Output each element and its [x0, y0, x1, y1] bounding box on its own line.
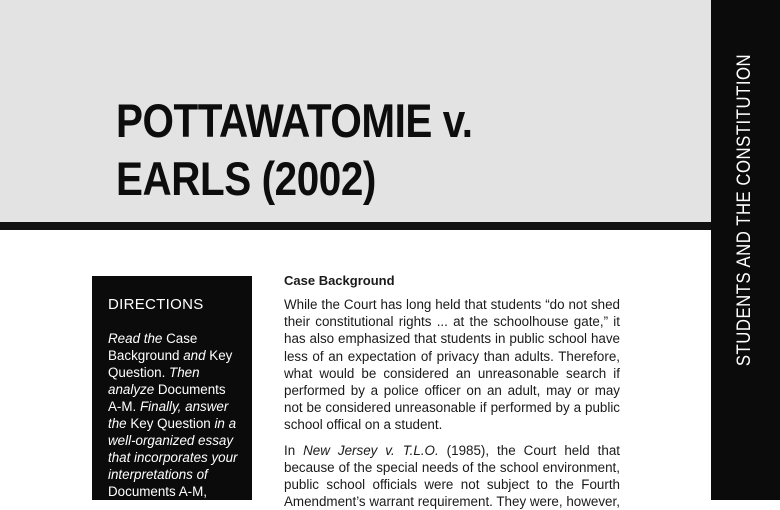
directions-heading: DIRECTIONS [108, 296, 204, 313]
case-background-section [284, 273, 620, 510]
page-title-line-1: POTTAWATOMIE v. [116, 94, 473, 147]
directions-seg: Documents A-M. [108, 382, 226, 414]
case-background-heading: Case Background [284, 273, 395, 288]
directions-seg: Then analyze [108, 365, 200, 397]
directions-box [92, 276, 252, 500]
case-background-paragraph-1: While the Court has long held that students “do not shed their constitutional rights ... at the schoolhouse gate,” it has also emphasized that students in public school have less of an expectation of privacy than adults. Therefore, what would be considered an unreasonable search if performed by a police officer on an adult, may or may not be considered unreasonable if performed by a public school offical on a student. [284, 297, 620, 433]
side-tab-label-text: STUDENTS AND THE CONSTITUTION [734, 53, 755, 367]
directions-seg: Key Question. [108, 348, 233, 380]
directions-seg: Finally, answer the [108, 399, 229, 431]
side-tab-label [734, 33, 756, 388]
directions-seg: Case Background [108, 331, 198, 363]
page-title-line-2: EARLS (2002) [116, 152, 376, 205]
title-divider [0, 222, 711, 230]
case-background-paragraph-2 [284, 442, 620, 510]
page-title [116, 92, 598, 208]
directions-text [108, 330, 240, 500]
case-citation: New Jersey v. T.L.O. [303, 442, 439, 458]
directions-seg: Read the [108, 331, 167, 346]
directions-seg: Documents A-M, [108, 484, 207, 499]
directions-seg: and [179, 348, 210, 363]
directions-seg: Key Question [130, 416, 211, 431]
paragraph-2-text: (1985), the Court held that because of the special needs of the school environment, public school officials were not subject to the Fourth Amendment’s warrant requirement. They were, however, [284, 442, 620, 510]
directions-seg: in a well-organized essay that incorporates your interpretations of [108, 416, 238, 482]
paragraph-2-lead: In [284, 442, 304, 458]
